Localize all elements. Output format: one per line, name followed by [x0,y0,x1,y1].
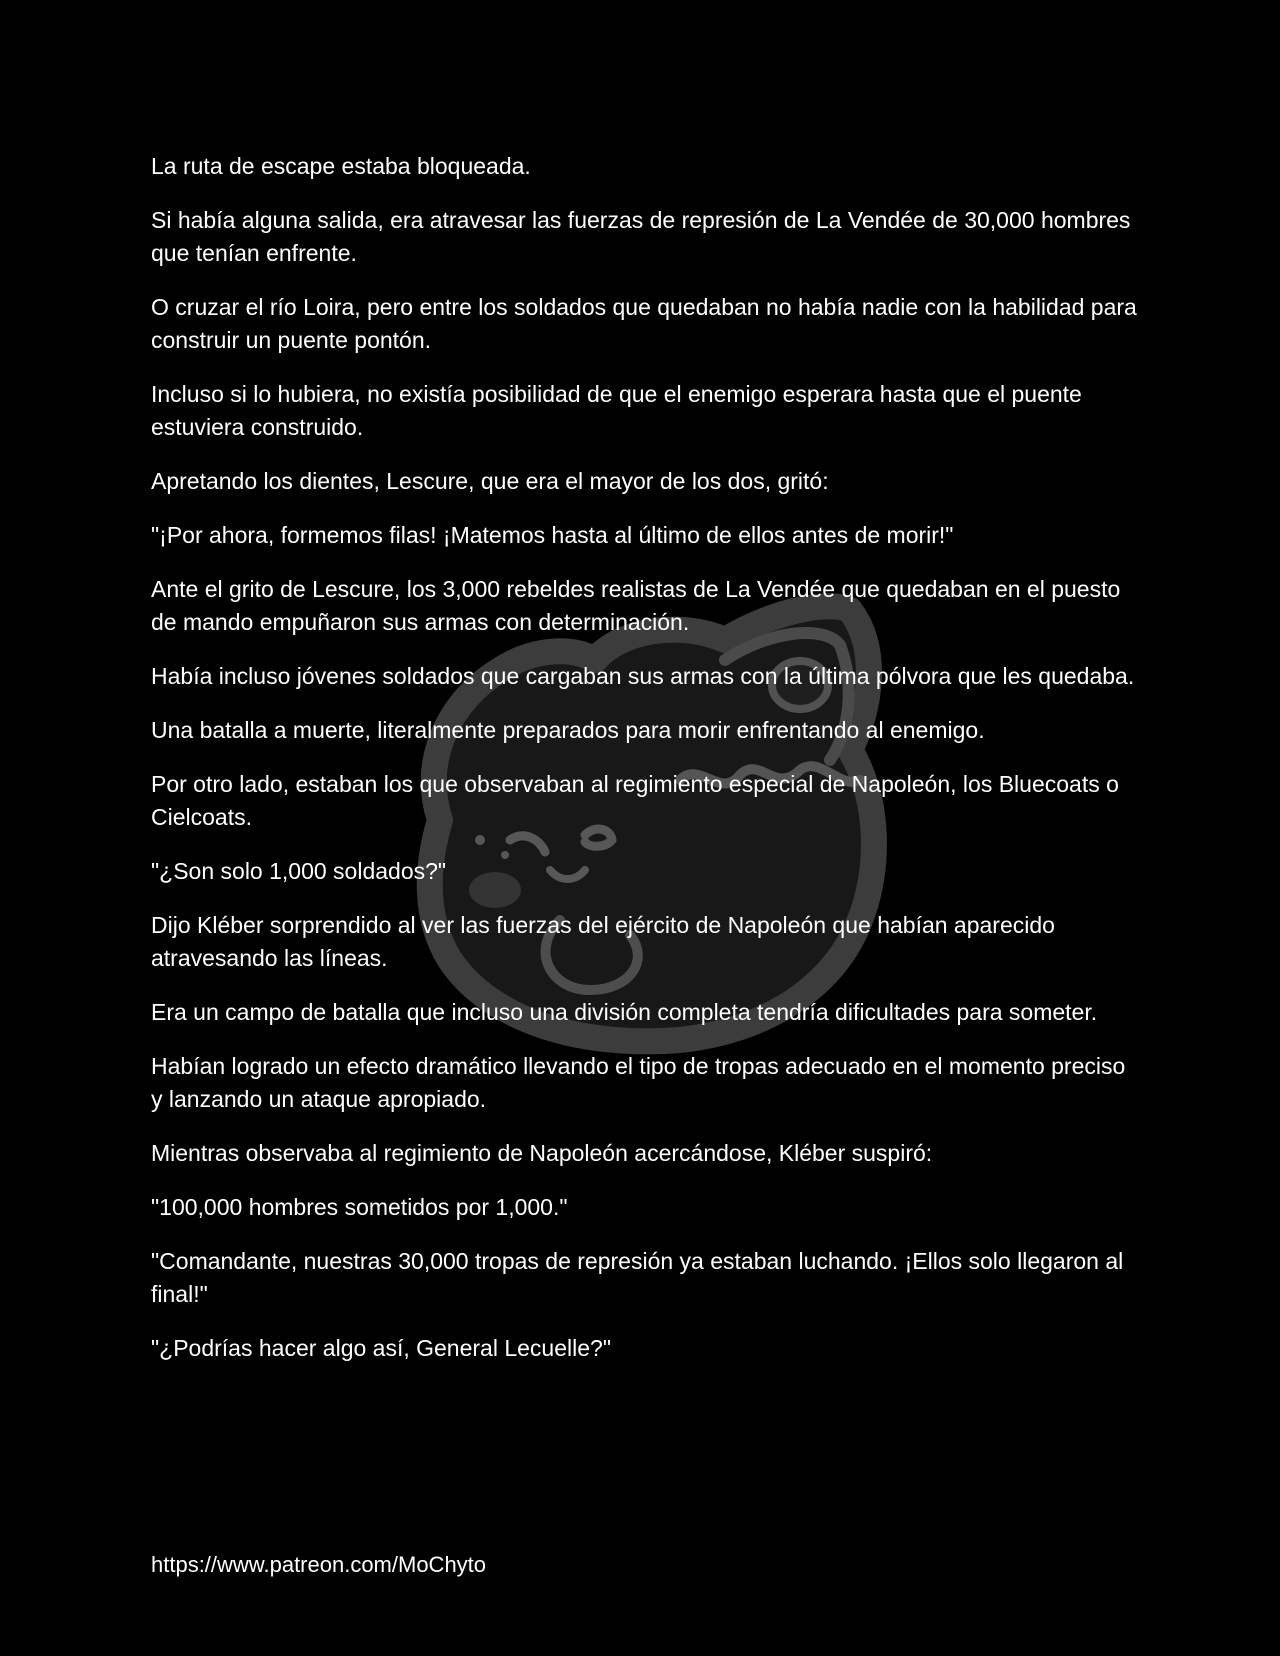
paragraph: Si había alguna salida, era atravesar las fuerzas de represión de La Vendée de 30,000 hombres que tenían enfrente. [151,207,1131,266]
paragraph: Una batalla a muerte, literalmente preparados para morir enfrentando al enemigo. [151,717,985,743]
paragraph: Apretando los dientes, Lescure, que era el mayor de los dos, gritó: [151,468,829,494]
paragraph: "Comandante, nuestras 30,000 tropas de represión ya estaban luchando. ¡Ellos solo llegaron al final!" [151,1248,1124,1307]
paragraph: Habían logrado un efecto dramático llevando el tipo de tropas adecuado en el momento preciso y lanzando un ataque apropiado. [151,1053,1126,1112]
paragraph: La ruta de escape estaba bloqueada. [151,153,531,179]
paragraph: Ante el grito de Lescure, los 3,000 rebeldes realistas de La Vendée que quedaban en el puesto de mando empuñaron sus armas con determinación. [151,576,1121,635]
patreon-link[interactable]: https://www.patreon.com/MoChyto [151,1552,487,1577]
paragraph: "100,000 hombres sometidos por 1,000." [151,1194,568,1220]
paragraph: Por otro lado, estaban los que observaban al regimiento especial de Napoleón, los Bluecoats o Cielcoats. [151,771,1119,830]
paragraph: "¡Por ahora, formemos filas! ¡Matemos hasta al último de ellos antes de morir!" [151,522,954,548]
paragraph: "¿Son solo 1,000 soldados?" [151,858,447,884]
paragraph: O cruzar el río Loira, pero entre los soldados que quedaban no había nadie con la habilidad para construir un puente pontón. [151,294,1137,353]
story-text [151,150,1141,1386]
paragraph: Era un campo de batalla que incluso una división completa tendría dificultades para someter. [151,999,1098,1025]
paragraph: Incluso si lo hubiera, no existía posibilidad de que el enemigo esperara hasta que el puente estuviera construido. [151,381,1082,440]
paragraph: Dijo Kléber sorprendido al ver las fuerzas del ejército de Napoleón que habían aparecido atravesando las líneas. [151,912,1055,971]
paragraph: "¿Podrías hacer algo así, General Lecuelle?" [151,1335,611,1361]
paragraph: Había incluso jóvenes soldados que cargaban sus armas con la última pólvora que les quedaba. [151,663,1135,689]
paragraph: Mientras observaba al regimiento de Napoleón acercándose, Kléber suspiró: [151,1140,933,1166]
